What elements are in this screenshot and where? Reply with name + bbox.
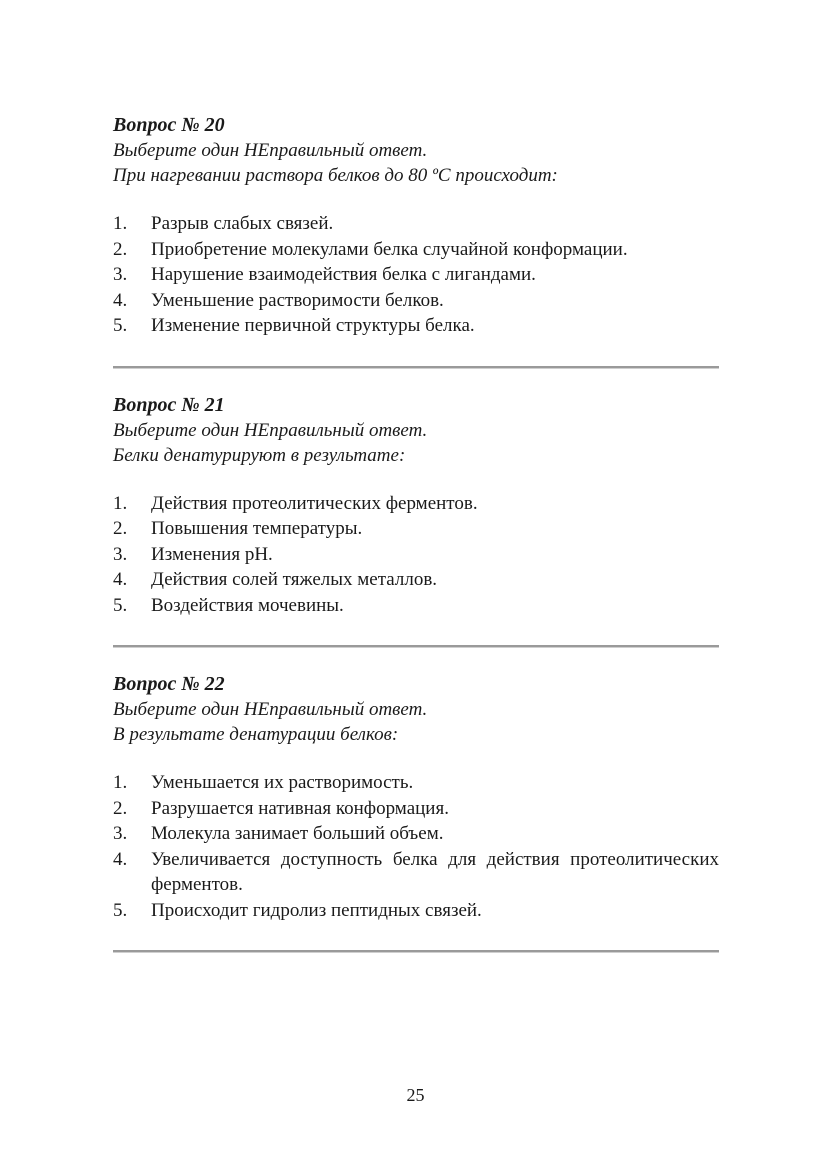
question-20 [113, 112, 719, 339]
answer-number: 3. [113, 543, 128, 565]
answer-number: 4. [113, 569, 128, 590]
question-title: Вопрос № 22 [113, 673, 225, 695]
answer-list [113, 211, 719, 339]
answer-item [113, 491, 719, 517]
section-divider [113, 366, 719, 369]
answer-number: 1. [113, 772, 128, 793]
answer-item [113, 237, 719, 263]
answer-number: 5. [113, 315, 128, 336]
answer-item [113, 847, 719, 898]
question-instruction: Выберите один НЕправильный ответ. [113, 140, 428, 161]
answer-number: 4. [113, 848, 128, 870]
answer-number: 5. [113, 594, 128, 616]
answer-text: Разрыв слабых связей. [151, 213, 334, 234]
answer-list [113, 770, 719, 923]
answer-text: Уменьшается их растворимость. [151, 772, 414, 793]
answer-text: Повышения температуры. [151, 518, 363, 539]
question-title: Вопрос № 20 [113, 114, 225, 136]
answer-text: Происходит гидролиз пептидных связей. [151, 899, 482, 921]
answer-item [113, 288, 719, 314]
question-prompt: Белки денатурируют в результате: [113, 444, 406, 466]
answer-number: 2. [113, 238, 128, 260]
answer-number: 3. [113, 264, 128, 285]
answer-text: Нарушение взаимодействия белка с лигандами. [151, 264, 536, 285]
answer-text: Воздействия мочевины. [151, 594, 344, 616]
answer-number: 3. [113, 823, 128, 844]
answer-list [113, 491, 719, 619]
document-page [113, 112, 719, 976]
question-prompt: В результате денатурации белков: [113, 724, 399, 745]
answer-text: Увеличивается доступность белка для действия протеолитических ферментов. [151, 848, 719, 895]
question-22 [113, 671, 719, 923]
answer-item [113, 821, 719, 847]
answer-text: Изменения рН. [151, 543, 273, 565]
answer-number: 1. [113, 492, 128, 514]
question-instruction: Выберите один НЕправильный ответ. [113, 699, 428, 720]
question-instruction: Выберите один НЕправильный ответ. [113, 419, 428, 441]
answer-text: Разрушается нативная конформация. [151, 797, 449, 819]
answer-item [113, 593, 719, 619]
section-divider [113, 645, 719, 648]
answer-item [113, 262, 719, 288]
answer-text: Действия протеолитических ферментов. [151, 492, 478, 514]
answer-item [113, 542, 719, 568]
answer-text: Приобретение молекулами белка случайной конформации. [151, 238, 628, 260]
answer-text: Уменьшение растворимости белков. [151, 289, 444, 311]
answer-number: 4. [113, 289, 128, 311]
answer-item [113, 567, 719, 593]
answer-number: 1. [113, 213, 128, 234]
answer-text: Действия солей тяжелых металлов. [151, 569, 438, 590]
answer-item [113, 313, 719, 339]
question-prompt: При нагревании раствора белков до 80 ºС происходит: [113, 165, 558, 186]
question-title: Вопрос № 21 [113, 393, 225, 416]
answer-item [113, 796, 719, 822]
page-number: 25 [406, 1085, 425, 1105]
answer-number: 2. [113, 797, 128, 819]
answer-item [113, 898, 719, 924]
answer-item [113, 770, 719, 796]
answer-item [113, 516, 719, 542]
answer-item [113, 211, 719, 237]
answer-text: Молекула занимает больший объем. [151, 823, 444, 844]
section-divider [113, 950, 719, 953]
answer-number: 2. [113, 518, 128, 539]
question-21 [113, 392, 719, 619]
answer-number: 5. [113, 899, 128, 921]
answer-text: Изменение первичной структуры белка. [151, 315, 475, 336]
